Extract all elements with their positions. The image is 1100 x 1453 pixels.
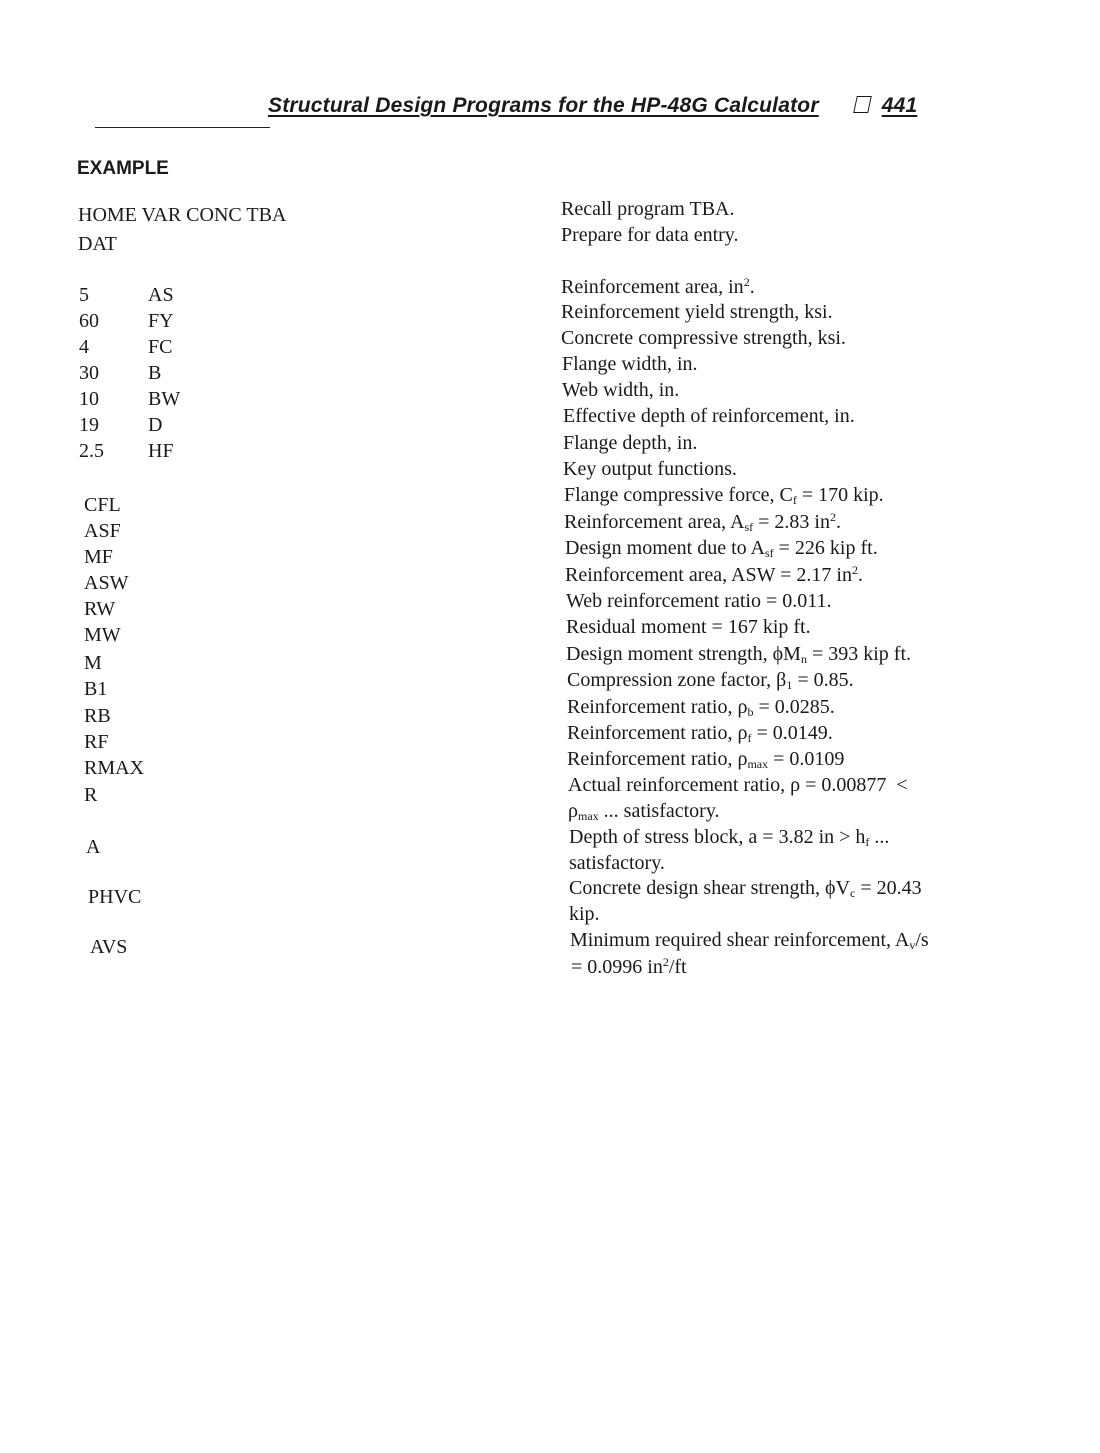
- input-key: B: [148, 362, 162, 384]
- input-row: [0, 440, 400, 464]
- output-key: ASW: [84, 572, 129, 594]
- input-value: 19: [79, 414, 99, 436]
- description-line: Compression zone factor, $\beta_1 = 0.85$.: [567, 669, 854, 692]
- output-key: RW: [84, 598, 116, 620]
- output-key: B1: [84, 678, 108, 700]
- description-line: Web width, in.: [562, 379, 680, 401]
- input-row: [0, 336, 400, 360]
- output-key: CFL: [84, 494, 121, 516]
- section-heading: EXAMPLE: [77, 158, 169, 179]
- output-key: RMAX: [84, 757, 145, 779]
- input-value: 30: [79, 362, 99, 384]
- description-line: Recall program TBA.: [561, 198, 735, 220]
- input-row: [0, 362, 400, 386]
- description-line: Flange compressive force, $C_f = 170$ kip.: [564, 484, 884, 507]
- input-value: 10: [79, 388, 99, 410]
- output-key: RB: [84, 705, 111, 727]
- description-line: Residual moment = 167 kip ft.: [566, 616, 811, 638]
- description-line: Reinforcement ratio, $\rho_f = 0.0149$.: [567, 722, 833, 745]
- description-line: Web reinforcement ratio = 0.011.: [566, 590, 832, 612]
- input-row: [0, 310, 400, 334]
- description-line: Reinforcement area, $A_{sf} = 2.83$ $in^2$.: [564, 510, 841, 534]
- description-line: Prepare for data entry.: [561, 224, 739, 246]
- input-value: 2.5: [79, 440, 104, 462]
- description-line: Actual reinforcement ratio, ρ = 0.00877 <: [568, 774, 908, 796]
- output-key: RF: [84, 731, 109, 753]
- input-key: HF: [148, 440, 174, 462]
- input-key: BW: [148, 388, 181, 410]
- running-header: [268, 94, 917, 118]
- output-key: M: [84, 652, 102, 674]
- description-line: = 0.0996 $in^2/ft$: [571, 955, 687, 978]
- input-value: 5: [79, 284, 89, 306]
- input-row: [0, 284, 400, 308]
- description-line: Depth of stress block, a = 3.82 in > $h_f$ ...: [569, 826, 890, 849]
- input-key: D: [148, 414, 163, 436]
- command-line: DAT: [78, 233, 117, 255]
- output-key: A: [86, 836, 101, 858]
- input-row: [0, 414, 400, 438]
- output-key: MF: [84, 546, 113, 568]
- description-line: Flange width, in.: [562, 353, 698, 375]
- input-key: FC: [148, 336, 173, 358]
- description-line: $\rho_{max}$ ... satisfactory.: [568, 800, 720, 823]
- page-number: 441: [881, 94, 918, 117]
- description-line: Reinforcement area, ASW = 2.17 $in^2$.: [565, 563, 863, 586]
- description-line: Key output functions.: [563, 458, 737, 480]
- description-line: kip.: [569, 903, 600, 925]
- header-title: Structural Design Programs for the HP-48G Calculator: [268, 94, 819, 117]
- header-rule: [95, 127, 270, 128]
- output-key: R: [84, 784, 98, 806]
- description-line: Minimum required shear reinforcement, $A_v/s$: [570, 929, 929, 952]
- box-bullet-icon: [853, 96, 872, 113]
- output-key: PHVC: [88, 886, 142, 908]
- output-key: MW: [84, 624, 121, 646]
- description-line: Design moment due to $A_{sf} = 226$ kip ft.: [565, 537, 878, 560]
- input-row: [0, 388, 400, 412]
- description-line: Flange depth, in.: [563, 432, 698, 454]
- output-key: AVS: [90, 936, 128, 958]
- command-line: HOME VAR CONC TBA: [78, 204, 287, 226]
- description-line: Reinforcement ratio, $\rho_{max} = 0.0109$: [567, 748, 845, 771]
- input-key: FY: [148, 310, 174, 332]
- description-line: Concrete compressive strength, ksi.: [561, 327, 846, 349]
- description-line: Design moment strength, $\phi M_n = 393$ kip ft.: [566, 643, 912, 666]
- output-key: ASF: [84, 520, 121, 542]
- description-line: Reinforcement ratio, $\rho_b = 0.0285$.: [567, 696, 835, 719]
- description-line: Effective depth of reinforcement, in.: [563, 405, 855, 427]
- description-line: Reinforcement yield strength, ksi.: [561, 301, 833, 323]
- input-value: 60: [79, 310, 99, 332]
- input-key: AS: [148, 284, 174, 306]
- input-value: 4: [79, 336, 89, 358]
- description-line: Concrete design shear strength, $\phi V_c = 20.43$: [569, 877, 922, 900]
- description-line: Reinforcement area, $in^2$.: [561, 275, 755, 298]
- description-line: satisfactory.: [569, 852, 665, 874]
